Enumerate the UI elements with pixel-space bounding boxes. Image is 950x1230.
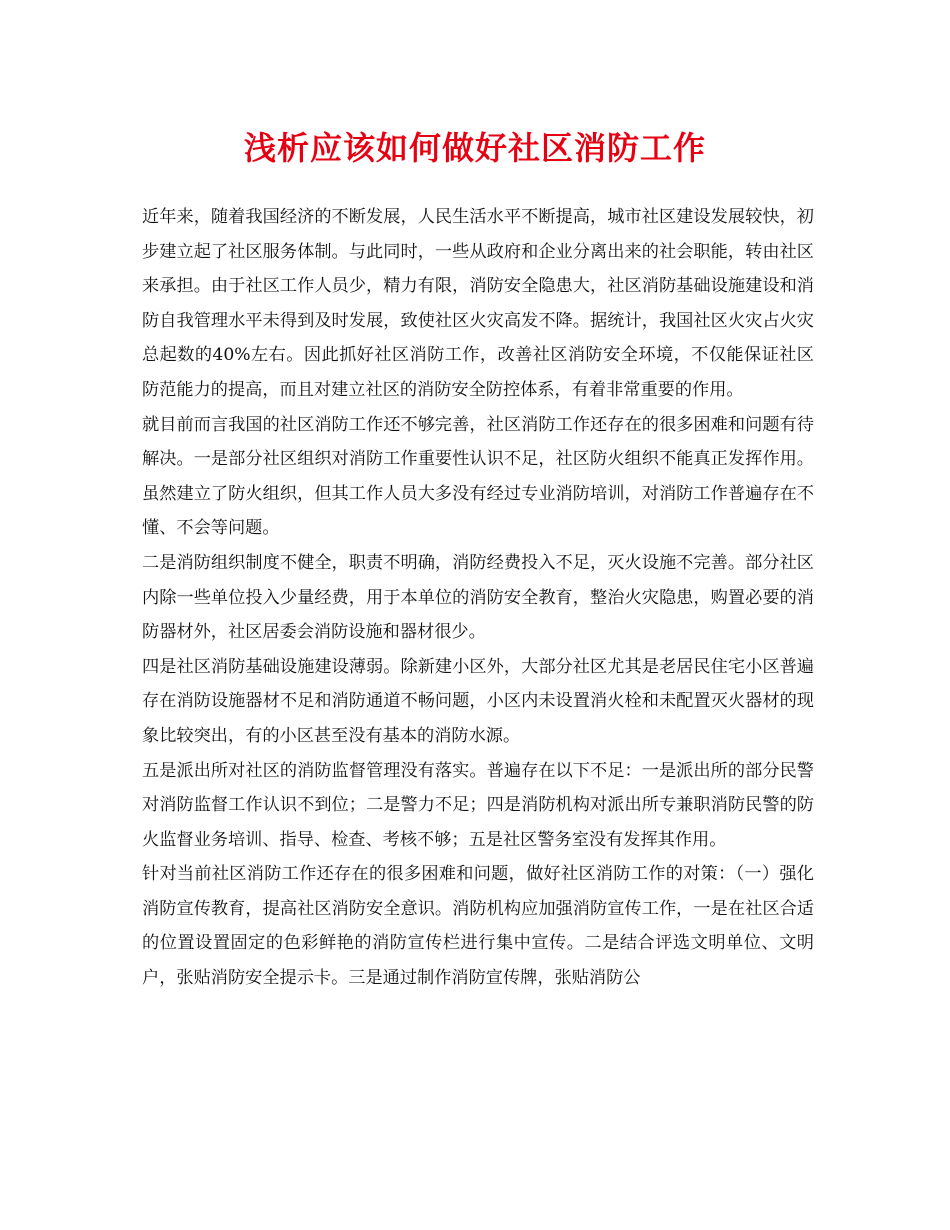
paragraph-1: 近年来，随着我国经济的不断发展，人民生活水平不断提高，城市社区建设发展较快，初步建立起了社区服务体制。与此同时，一些从政府和企业分离出来的社会职能，转由社区来承担。由于社区工作人员少，精力有限，消防安全隐患大，社区消防基础设施建设和消防自我管理水平未得到及时发展，致使社区火灾高发不降。据统计，我国社区火灾占火灾总起数的40%左右。因此抓好社区消防工作，改善社区消防安全环境，不仅能保证社区防范能力的提高，而且对建立社区的消防安全防控体系，有着非常重要的作用。 — [142, 207, 814, 400]
paragraph-4: 四是社区消防基础设施建设薄弱。除新建小区外，大部分社区尤其是老居民住宅小区普遍存在消防设施器材不足和消防通道不畅问题，小区内未设置消火栓和未配置灭火器材的现象比较突出，有的小区甚至没有基本的消防水源。 — [142, 656, 814, 746]
paragraph-5: 五是派出所对社区的消防监督管理没有落实。普遍存在以下不足：一是派出所的部分民警对消防监督工作认识不到位；二是警力不足；四是消防机构对派出所专兼职消防民警的防火监督业务培训、指导、检查、考核不够；五是社区警务室没有发挥其作用。 — [142, 760, 814, 850]
document-title: 浅析应该如何做好社区消防工作 — [243, 129, 706, 167]
paragraph-3: 二是消防组织制度不健全，职责不明确，消防经费投入不足，灭火设施不完善。部分社区内除一些单位投入少量经费，用于本单位的消防安全教育，整治火灾隐患，购置必要的消防器材外，社区居委会消防设施和器材很少。 — [142, 552, 814, 643]
paragraph-6: 针对当前社区消防工作还存在的很多困难和问题，做好社区消防工作的对策：（一）强化消防宣传教育，提高社区消防安全意识。消防机构应加强消防宣传工作，一是在社区合适的位置设置固定的色彩鲜艳的消防宣传栏进行集中宣传。二是结合评选文明单位、文明户，张贴消防安全提示卡。三是通过制作消防宣传牌，张贴消防公 — [142, 864, 814, 989]
paragraph-2: 就目前而言我国的社区消防工作还不够完善，社区消防工作还存在的很多困难和问题有待解决。一是部分社区组织对消防工作重要性认识不足，社区防火组织不能真正发挥作用。虽然建立了防火组织，但其工作人员大多没有经过专业消防培训，对消防工作普遍存在不懂、不会等问题。 — [142, 414, 814, 539]
document-body — [142, 200, 814, 996]
